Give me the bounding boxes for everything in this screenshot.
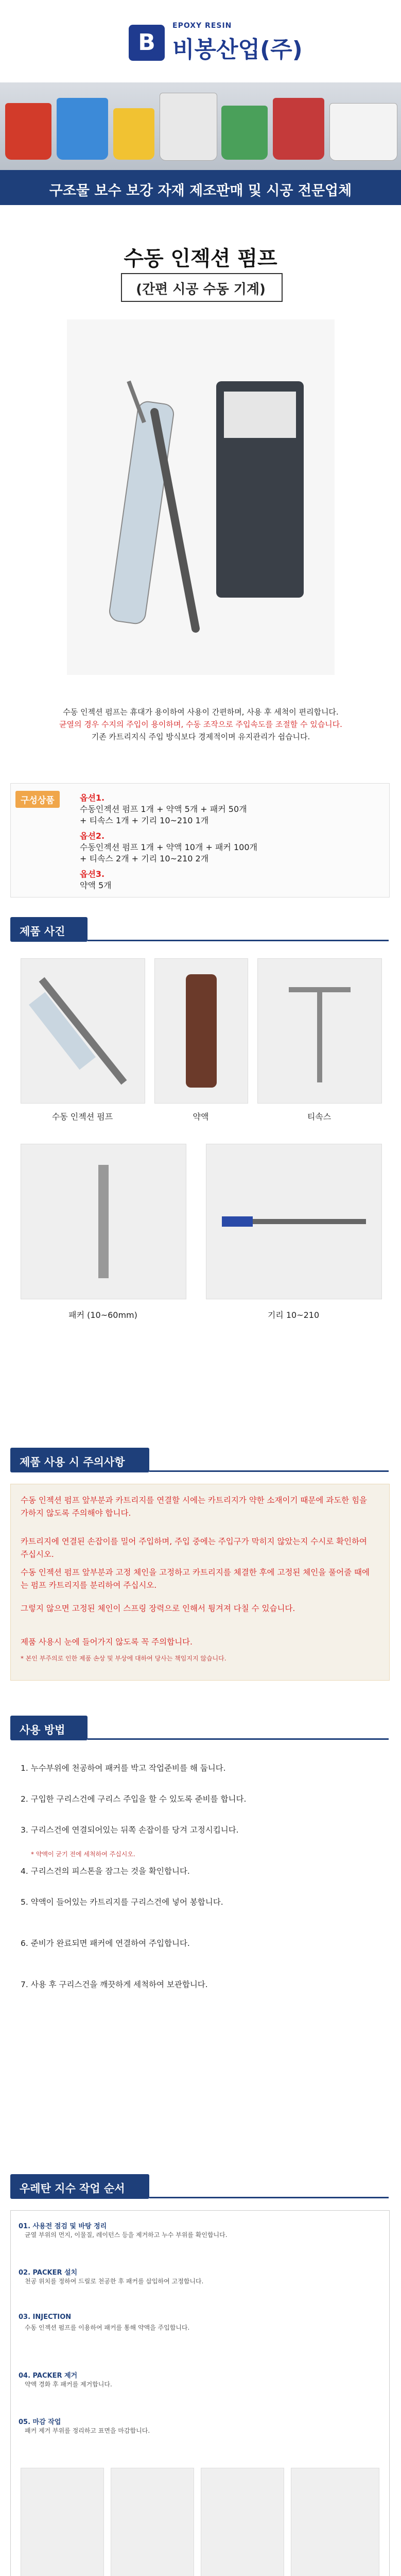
method-item: 5. 약액이 들어있는 카트리지를 구리스건에 넣어 봉합니다. [21,1897,223,1907]
order-step-text: 천공 위치를 정하여 드릴로 천공한 후 패커를 삽입하여 고정합니다. [25,2278,204,2285]
method-item: 4. 구리스건의 피스톤을 잠그는 것을 확인합니다. [21,1867,190,1876]
method-section-header [10,1716,389,1740]
order-step-text: 수동 인젝션 펌프를 이용하여 패커를 통해 약액을 주입합니다. [25,2324,190,2331]
section-title: 제품 사용 시 주의사항 [20,1456,125,1468]
cartridge-caption: 약액 [193,1112,209,1122]
brush-icon [155,959,248,1103]
photos-section-header [10,917,389,942]
tagline: 구조물 보수 보강 자재 제조판매 및 시공 전문업체 [49,183,352,199]
order-step-text: 약액 경화 후 패커를 제거합니다. [25,2381,112,2388]
order-step-title: 03. INJECTION [19,2313,72,2321]
tsocket-caption: 티속스 [307,1112,332,1122]
bucket-image [113,108,154,160]
bucket-image [221,106,268,160]
logo-letter: B [138,29,155,56]
caution-item: 그렇지 않으면 고정된 체인이 스프링 장력으로 인해서 튕겨져 다칠 수 있습니다. [21,1604,295,1613]
desc-line: 균열의 경우 수지의 주입이 용이하며, 수동 조작으로 주입속도를 조절할 수 있습니다. [59,720,342,729]
packer-photo [21,1144,186,1299]
order-step-text: 패커 제거 부위를 정리하고 표면을 마감합니다. [25,2427,150,2434]
option3-label: 옵션3. [80,869,105,879]
option3-line1: 약액 5개 [80,880,112,890]
caution-note: * 본인 부주의로 인한 제품 손상 및 부상에 대하여 당사는 책임지지 않습니다. [21,1655,226,1662]
order-step-text: 균열 부위의 먼지, 이물질, 레이턴스 등을 제거하고 누수 부위를 확인합니다. [25,2231,228,2239]
drill-bit-photo [206,1144,382,1299]
method-item: 1. 누수부위에 천공하여 패커를 박고 작업준비를 해 둡니다. [21,1764,226,1773]
desc-line: 기존 카트리지식 주입 방식보다 경제적이며 유지관리가 쉽습니다. [91,732,310,741]
method-item: 6. 준비가 완료되면 패커에 연결하여 주입합니다. [21,1939,190,1948]
cartridge-photo [154,958,248,1104]
logo-subtitle: EPOXY RESIN [172,22,232,30]
order-photo [201,2468,284,2576]
order-step-title: 01. 사용전 점검 및 바탕 정리 [19,2223,107,2230]
order-step-title: 04. PACKER 제거 [19,2372,78,2380]
section-title: 사용 방법 [20,1724,65,1736]
caution-item: 수동 인젝션 펌프 앞부분과 카트리지를 연결할 시에는 카트리지가 약한 소재이기 때문에 과도한 힘을 가하지 않도록 주의해야 합니다. [21,1496,368,1518]
tsocket-photo [257,958,382,1104]
pump-caption: 수동 인젝션 펌프 [51,1112,113,1122]
t-wrench-icon [258,959,381,1103]
product-description [21,706,381,743]
caution-item: 제품 사용시 눈에 들어가지 않도록 꼭 주의합니다. [21,1637,193,1647]
drill-bit-caption: 기리 10~210 [267,1310,320,1320]
products-banner-image [0,82,401,170]
order-photo [291,2468,379,2576]
caution-section-header [10,1448,389,1472]
option2-label: 옵션2. [80,831,105,841]
caution-item: 수동 인젝션 펌프 앞부분과 고정 체인을 고정하고 카트리지를 체결한 후에 고정된 체인을 풀어줄 때에는 펌프 카트리지를 분리하여 주십시오. [21,1568,370,1590]
section-title: 우레탄 지수 작업 순서 [20,2182,125,2195]
packer-icon [21,1144,186,1299]
method-item: 2. 구입한 구리스건에 구리스 주입을 할 수 있도록 준비를 합니다. [21,1794,247,1804]
bucket-image [160,93,217,161]
option1-line1: 수동인젝션 펌프 1개 + 약액 5개 + 패커 50개 [80,804,247,814]
desc-line: 수동 인젝션 펌프는 휴대가 용이하여 사용이 간편하며, 사용 후 세척이 편리합니다. [63,707,339,717]
product-title: 수동 인젝션 펌프 [124,247,277,270]
grease-gun-illustration [67,319,335,675]
option2-line1: 수동인젝션 펌프 1개 + 약액 10개 + 패커 100개 [80,842,257,852]
method-item: 3. 구리스건에 연결되어있는 뒤쪽 손잡이를 당겨 고정시킵니다. [21,1825,239,1835]
composition-box [10,783,390,897]
pump-icon [21,959,145,1103]
order-photo [21,2468,104,2576]
caution-item: 카트리지에 연결된 손잡이를 밀어 주입하며, 주입 중에는 주입구가 막히지 않았는지 수시로 확인하여 주십시오. [21,1537,368,1559]
order-step-title: 05. 마감 작업 [19,2418,61,2426]
bucket-image [5,103,51,160]
option1-line2: + 티속스 1개 + 기리 10~210 1개 [80,816,209,825]
order-step-title: 02. PACKER 설치 [19,2269,78,2277]
drill-bit-icon [206,1144,381,1299]
bucket-image [329,103,397,161]
company-name: 비봉산업(주) [172,37,303,63]
pump-photo [21,958,145,1104]
bucket-image [57,98,108,160]
order-photo [111,2468,194,2576]
composition-badge: 구성상품 [15,791,60,808]
product-main-photo [67,319,335,675]
bucket-image [273,98,324,160]
order-section-header [10,2174,389,2199]
packer-caption: 패커 (10~60mm) [68,1310,137,1320]
option1-label: 옵션1. [80,793,105,803]
method-item: 7. 사용 후 구리스건을 깨끗하게 세척하여 보관합니다. [21,1980,208,1989]
option2-line2: + 티속스 2개 + 기리 10~210 2개 [80,854,209,863]
method-sub-note: * 약액이 굳기 전에 세척하여 주십시오. [31,1851,135,1858]
section-title: 제품 사진 [20,925,65,938]
product-subtitle: (간편 시공 수동 기계) [136,282,266,297]
company-logo-icon [129,25,165,61]
